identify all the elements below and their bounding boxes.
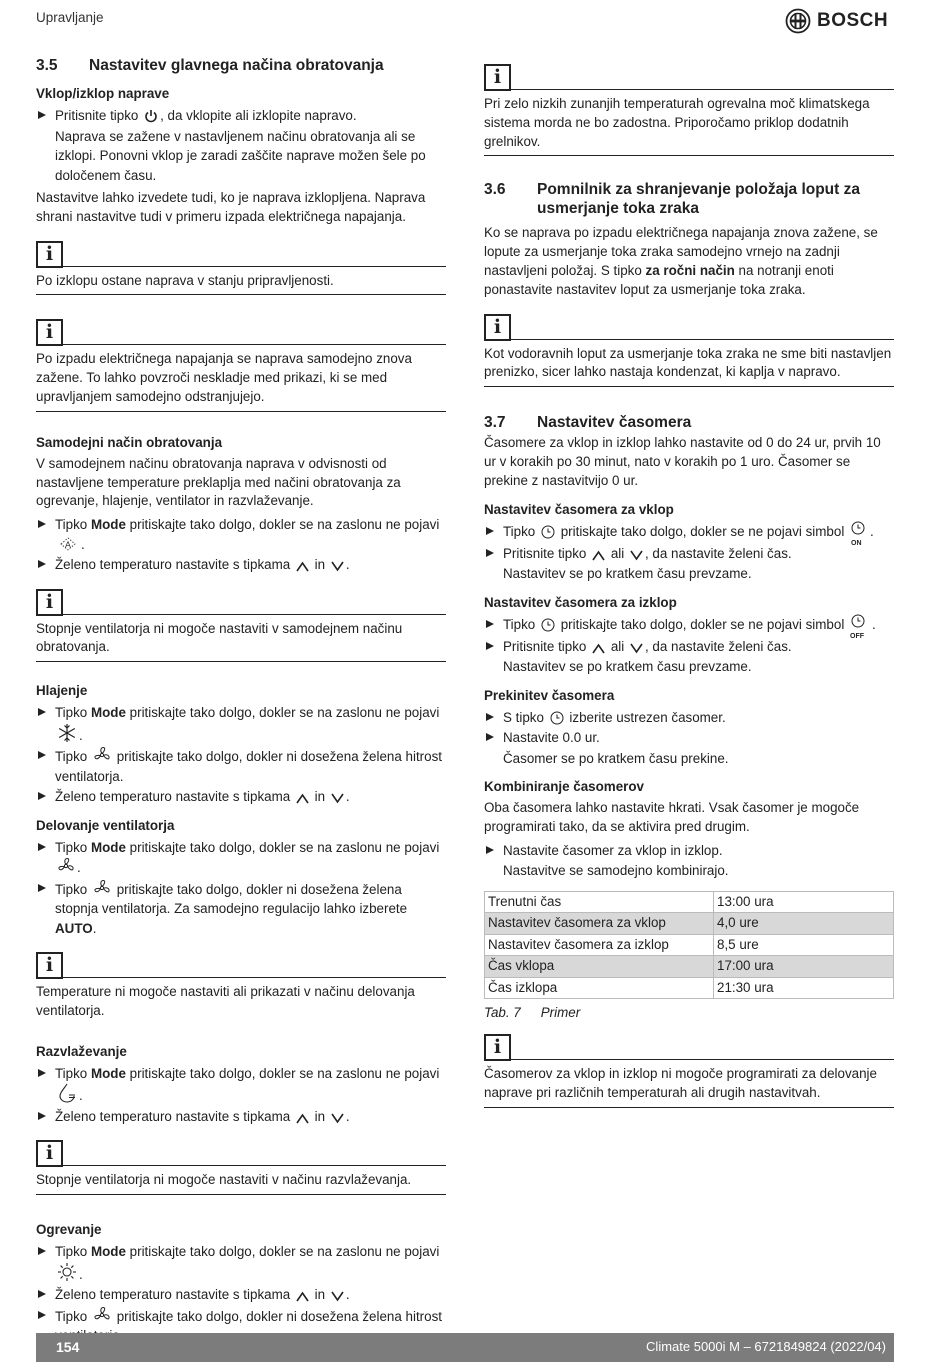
text: Tipko bbox=[55, 881, 88, 897]
section-number: 3.5 bbox=[36, 57, 58, 74]
arrow-up-icon bbox=[592, 643, 605, 654]
list-item-continuation: Nastavitve se samodejno kombinirajo. bbox=[503, 863, 729, 879]
text: pritiskajte tako dolgo, dokler se na zaslonu ne pojavi bbox=[125, 1244, 440, 1260]
text: pritiskajte tako dolgo, dokler se na zaslonu ne pojavi bbox=[125, 517, 440, 533]
table-cell: Čas vklopa bbox=[485, 956, 714, 978]
list-item: Želeno temperaturo nastavite s tipkama in . bbox=[36, 787, 446, 807]
table-row bbox=[485, 977, 894, 999]
info-icon: i bbox=[36, 319, 63, 346]
timer-off-icon bbox=[850, 616, 870, 640]
list-item: Želeno temperaturo nastavite s tipkama in . bbox=[36, 1285, 446, 1305]
section-number: 3.7 bbox=[484, 414, 506, 432]
note-text: Stopnje ventilatorja ni mogoče nastaviti v samodejnem načinu obratovanja. bbox=[36, 616, 446, 663]
list-item: Tipko Mode pritiskajte tako dolgo, dokler se na zaslonu ne pojavi . bbox=[36, 838, 446, 878]
text: pritiskajte tako dolgo, dokler ni dosežena želena hitrost bbox=[116, 1308, 443, 1324]
list-item bbox=[484, 637, 894, 657]
droplet-icon bbox=[57, 1083, 77, 1103]
text: Želeno temperaturo nastavite s tipkama bbox=[55, 557, 291, 573]
table-cell: 17:00 ura bbox=[714, 956, 894, 978]
text: Tipko bbox=[55, 1065, 91, 1081]
arrow-up-icon bbox=[296, 1291, 309, 1302]
text: in bbox=[314, 789, 326, 805]
subheading-timer-on: Nastavitev časomera za vklop bbox=[484, 501, 674, 517]
table-caption bbox=[484, 1005, 894, 1020]
example-table bbox=[484, 891, 894, 1000]
table-row bbox=[485, 891, 894, 913]
table-cell: 13:00 ura bbox=[714, 891, 894, 913]
info-note bbox=[36, 241, 446, 296]
info-note bbox=[484, 314, 894, 388]
caption-number: Tab. 7 bbox=[484, 1005, 521, 1021]
clock-icon bbox=[541, 525, 555, 539]
list-item: Tipko Mode pritiskajte tako dolgo, dokler se na zaslonu ne pojavi . bbox=[36, 703, 446, 745]
info-icon: i bbox=[484, 64, 511, 91]
list-item bbox=[484, 544, 894, 564]
info-icon: i bbox=[36, 1140, 63, 1167]
info-icon: i bbox=[36, 589, 63, 616]
fan-icon bbox=[93, 879, 111, 897]
list-item: Tipko Mode pritiskajte tako dolgo, dokler se na zaslonu ne pojavi . bbox=[36, 1064, 446, 1106]
arrow-down-icon bbox=[331, 1113, 344, 1124]
text: Ko se naprava po izpadu električnega napajanja znova zažene, se lopute za usmerjanje toka zraka samodejno vrnejo na zadnji nastavljeni položaj. S tipko bbox=[484, 225, 878, 278]
mode-key-label: Mode bbox=[90, 1065, 126, 1081]
subheading-timer-cancel: Prekinitev časomera bbox=[484, 687, 615, 703]
sun-icon bbox=[57, 1262, 77, 1282]
brand-logo bbox=[785, 8, 888, 34]
text: pritiskajte tako dolgo, dokler ni dosežena želena stopnja ventilatorja. Za samodejno regulacijo lahko izberete bbox=[55, 881, 408, 917]
text: pritiskajte tako dolgo, dokler se na zaslonu ne pojavi bbox=[125, 1065, 440, 1081]
subheading-fan-mode: Delovanje ventilatorja bbox=[36, 817, 175, 833]
subheading-dehumidify: Razvlaževanje bbox=[36, 1043, 127, 1059]
info-icon: i bbox=[484, 314, 511, 341]
text: pritiskajte tako dolgo, dokler se ne pojavi simbol bbox=[560, 616, 845, 632]
list-item: Tipko pritiskajte tako dolgo, dokler se ne pojavi simbol OFF . bbox=[484, 615, 894, 636]
arrow-up-icon bbox=[296, 561, 309, 572]
list-item: Tipko pritiskajte tako dolgo, dokler ni dosežena želena stopnja ventilatorja. Za samodejno regulacijo lahko izberete AUTO. bbox=[36, 879, 446, 939]
note-text: Časomerov za vklop in izklop ni mogoče programirati za delovanje naprave pri različnih temperaturah ali drugih nastavitvah. bbox=[484, 1061, 894, 1108]
text: in bbox=[314, 1287, 326, 1303]
text: ali bbox=[610, 545, 625, 561]
text: , da nastavite želeni čas. bbox=[644, 545, 792, 561]
table-cell: Nastavitev časomera za izklop bbox=[485, 934, 714, 956]
caption-text: Primer bbox=[540, 1005, 581, 1021]
svg-text:A: A bbox=[65, 539, 71, 550]
subheading-auto: Samodejni način obratovanja bbox=[36, 434, 223, 450]
list-item-continuation: Časomer se po kratkem času prekine. bbox=[503, 750, 729, 766]
subheading-cooling: Hlajenje bbox=[36, 683, 88, 699]
note-text: Pri zelo nizkih zunanjih temperaturah ogrevalna moč klimatskega sistema morda ne bo zadostna. Priporočamo priklop dodatnih grelnikov. bbox=[484, 91, 894, 156]
fan-icon bbox=[93, 746, 111, 764]
info-icon: i bbox=[484, 1034, 511, 1061]
text: Tipko bbox=[55, 1308, 88, 1324]
mode-key-label: Mode bbox=[90, 839, 126, 855]
auto-label: AUTO bbox=[55, 920, 93, 936]
section-title: Nastavitev glavnega načina obratovanja bbox=[89, 57, 384, 74]
bold-text: za ročni način bbox=[645, 262, 735, 278]
subheading-timer-combine: Kombiniranje časomerov bbox=[484, 779, 644, 795]
text: Pritisnite tipko bbox=[503, 545, 587, 561]
table-cell: Čas izklopa bbox=[485, 977, 714, 999]
document-reference: Climate 5000i M – 6721849824 (2022/04) bbox=[646, 1339, 886, 1354]
left-column bbox=[36, 56, 446, 1347]
arrow-down-icon bbox=[331, 561, 344, 572]
text: , da nastavite želeni čas. bbox=[644, 638, 792, 654]
fan-icon bbox=[57, 857, 75, 875]
arrow-down-icon bbox=[630, 550, 643, 561]
arrow-down-icon bbox=[331, 1291, 344, 1302]
paragraph: Oba časomera lahko nastavite hkrati. Vsak časomer je mogoče programirati tako, da se aktivira pred drugim. bbox=[484, 800, 860, 834]
text: Tipko bbox=[503, 523, 536, 539]
list-item-continuation: Nastavitev se po kratkem času prevzame. bbox=[503, 659, 752, 675]
list-item: Tipko Mode pritiskajte tako dolgo, dokler se na zaslonu ne pojavi A . bbox=[36, 515, 446, 554]
right-column bbox=[484, 64, 894, 1122]
text: , da vklopite ali izklopite napravo. bbox=[160, 108, 357, 123]
header-section-label: Upravljanje bbox=[36, 10, 104, 25]
text: Tipko bbox=[503, 616, 536, 632]
note-text: Stopnje ventilatorja ni mogoče nastaviti v načinu razvlaževanja. bbox=[36, 1167, 446, 1195]
page-footer bbox=[36, 1333, 894, 1362]
info-note bbox=[36, 1140, 446, 1195]
info-icon: i bbox=[36, 952, 63, 979]
arrow-up-icon bbox=[296, 1113, 309, 1124]
subheading-timer-off: Nastavitev časomera za izklop bbox=[484, 594, 677, 610]
paragraph: V samodejnem načinu obratovanja naprava v odvisnosti od nastavljene temperature preklaplja med načini obratovanja za ogrevanje, hlajenje, ventilator in razvlaževanje. bbox=[36, 455, 401, 509]
section-3-5-heading bbox=[36, 56, 446, 75]
table-row bbox=[485, 934, 894, 956]
table-row bbox=[485, 913, 894, 935]
info-note bbox=[36, 952, 446, 1025]
list-item: Želeno temperaturo nastavite s tipkama in . bbox=[36, 555, 446, 575]
arrow-up-icon bbox=[592, 550, 605, 561]
list-item bbox=[36, 106, 446, 126]
text: Tipko bbox=[55, 517, 91, 533]
mode-key-label: Mode bbox=[90, 517, 126, 533]
list-item bbox=[36, 746, 446, 786]
info-icon: i bbox=[36, 241, 63, 268]
list-item-continuation: Nastavitev se po kratkem času prevzame. bbox=[503, 566, 752, 582]
list-item: Tipko pritiskajte tako dolgo, dokler se ne pojavi simbol ON . bbox=[484, 522, 894, 543]
auto-mode-icon bbox=[57, 536, 79, 552]
text: Tipko bbox=[55, 1244, 91, 1260]
timer-off-label: OFF bbox=[850, 632, 865, 640]
note-text: Kot vodoravnih loput za usmerjanje toka zraka ne sme biti nastavljen prenizko, sicer lahko nastaja kondenzat, ki kaplja v napravo. bbox=[484, 341, 894, 388]
text: in bbox=[314, 1108, 326, 1124]
paragraph: Nastavitve lahko izvedete tudi, ko je naprava izklopljena. Naprava shrani nastavitve tudi v primeru izpada električnega napajanja. bbox=[36, 190, 426, 224]
text: Želeno temperaturo nastavite s tipkama bbox=[55, 1108, 291, 1124]
power-icon bbox=[144, 109, 158, 123]
note-text: Temperature ni mogoče nastaviti ali prikazati v načinu delovanja ventilatorja. bbox=[36, 984, 415, 1019]
section-number: 3.6 bbox=[484, 181, 506, 199]
table-cell: 8,5 ure bbox=[714, 934, 894, 956]
list-item: Želeno temperaturo nastavite s tipkama in . bbox=[36, 1107, 446, 1127]
text: pritiskajte tako dolgo, dokler se ne pojavi simbol bbox=[560, 523, 845, 539]
text: Tipko bbox=[55, 839, 91, 855]
snowflake-icon bbox=[57, 723, 77, 743]
clock-icon bbox=[541, 618, 555, 632]
paragraph: Časomere za vklop in izklop lahko nastavite od 0 do 24 ur, prvih 10 ur v korakih po 30 minut, nato v korakih po 1 uro. Časomer se prekine z nastavitvijo 0 ur. bbox=[484, 435, 881, 488]
timer-on-icon bbox=[850, 523, 868, 547]
arrow-down-icon bbox=[331, 793, 344, 804]
section-3-6-heading bbox=[484, 180, 894, 218]
subheading-onoff: Vklop/izklop naprave bbox=[36, 86, 170, 101]
clock-icon bbox=[550, 711, 564, 725]
text: Pritisnite tipko bbox=[503, 638, 587, 654]
text: ali bbox=[610, 638, 625, 654]
table-row bbox=[485, 956, 894, 978]
text: izberite ustrezen časomer. bbox=[569, 709, 726, 725]
note-text: Po izpadu električnega napajanja se naprava samodejno znova zažene. To lahko povzroči neskladje med prikazi, ki se med upravljanjem samodejno odstranjujejo. bbox=[36, 346, 446, 411]
list-item-continuation: Naprava se zažene v nastavljenem načinu obratovanja ali se izklopi. Ponovni vklop je zaradi zaščite naprave možen šele po določenem času. bbox=[55, 128, 426, 183]
list-item: Nastavite 0.0 ur. bbox=[484, 728, 894, 748]
table-cell: Trenutni čas bbox=[485, 891, 714, 913]
text: Želeno temperaturo nastavite s tipkama bbox=[55, 1287, 291, 1303]
timer-on-label: ON bbox=[851, 539, 862, 547]
list-item bbox=[484, 708, 894, 728]
info-note bbox=[36, 589, 446, 663]
subheading-heating: Ogrevanje bbox=[36, 1222, 102, 1238]
brand-name: BOSCH bbox=[817, 10, 889, 31]
text: Želeno temperaturo nastavite s tipkama bbox=[55, 789, 291, 805]
table-cell: Nastavitev časomera za vklop bbox=[485, 913, 714, 935]
text: pritiskajte tako dolgo, dokler se na zaslonu ne pojavi bbox=[125, 705, 440, 721]
text: in bbox=[314, 557, 326, 573]
text: pritiskajte tako dolgo, dokler se na zaslonu ne pojavi bbox=[125, 839, 440, 855]
arrow-up-icon bbox=[296, 793, 309, 804]
text: Pritisnite tipko bbox=[55, 108, 139, 123]
arrow-down-icon bbox=[630, 643, 643, 654]
mode-key-label: Mode bbox=[90, 705, 126, 721]
text: S tipko bbox=[503, 709, 544, 725]
list-item: Nastavite časomer za vklop in izklop. bbox=[484, 841, 894, 861]
text: pritiskajte tako dolgo, dokler ni dosežena želena hitrost ventilatorja. bbox=[55, 749, 443, 784]
mode-key-label: Mode bbox=[90, 1244, 126, 1260]
note-text: Po izklopu ostane naprava v stanju pripravljenosti. bbox=[36, 268, 446, 296]
table-cell: 21:30 ura bbox=[714, 977, 894, 999]
info-note bbox=[36, 319, 446, 411]
list-item: Tipko Mode pritiskajte tako dolgo, dokler se na zaslonu ne pojavi . bbox=[36, 1242, 446, 1284]
bosch-armature-icon bbox=[785, 8, 811, 34]
fan-icon bbox=[93, 1306, 111, 1324]
text: na notranji enoti ponastavite nastavitev loput za usmerjanje toka zraka. bbox=[484, 262, 834, 297]
section-title: Pomnilnik za shranjevanje položaja loput za usmerjanje toka zraka bbox=[537, 181, 860, 218]
table-cell: 4,0 ure bbox=[714, 913, 894, 935]
section-3-7-heading bbox=[484, 413, 894, 432]
paragraph bbox=[484, 224, 894, 299]
text: Tipko bbox=[55, 749, 88, 765]
info-note bbox=[484, 64, 894, 156]
page-number: 154 bbox=[56, 1339, 80, 1355]
text: Tipko bbox=[55, 705, 91, 721]
section-title: Nastavitev časomera bbox=[537, 414, 692, 432]
info-note bbox=[484, 1034, 894, 1108]
